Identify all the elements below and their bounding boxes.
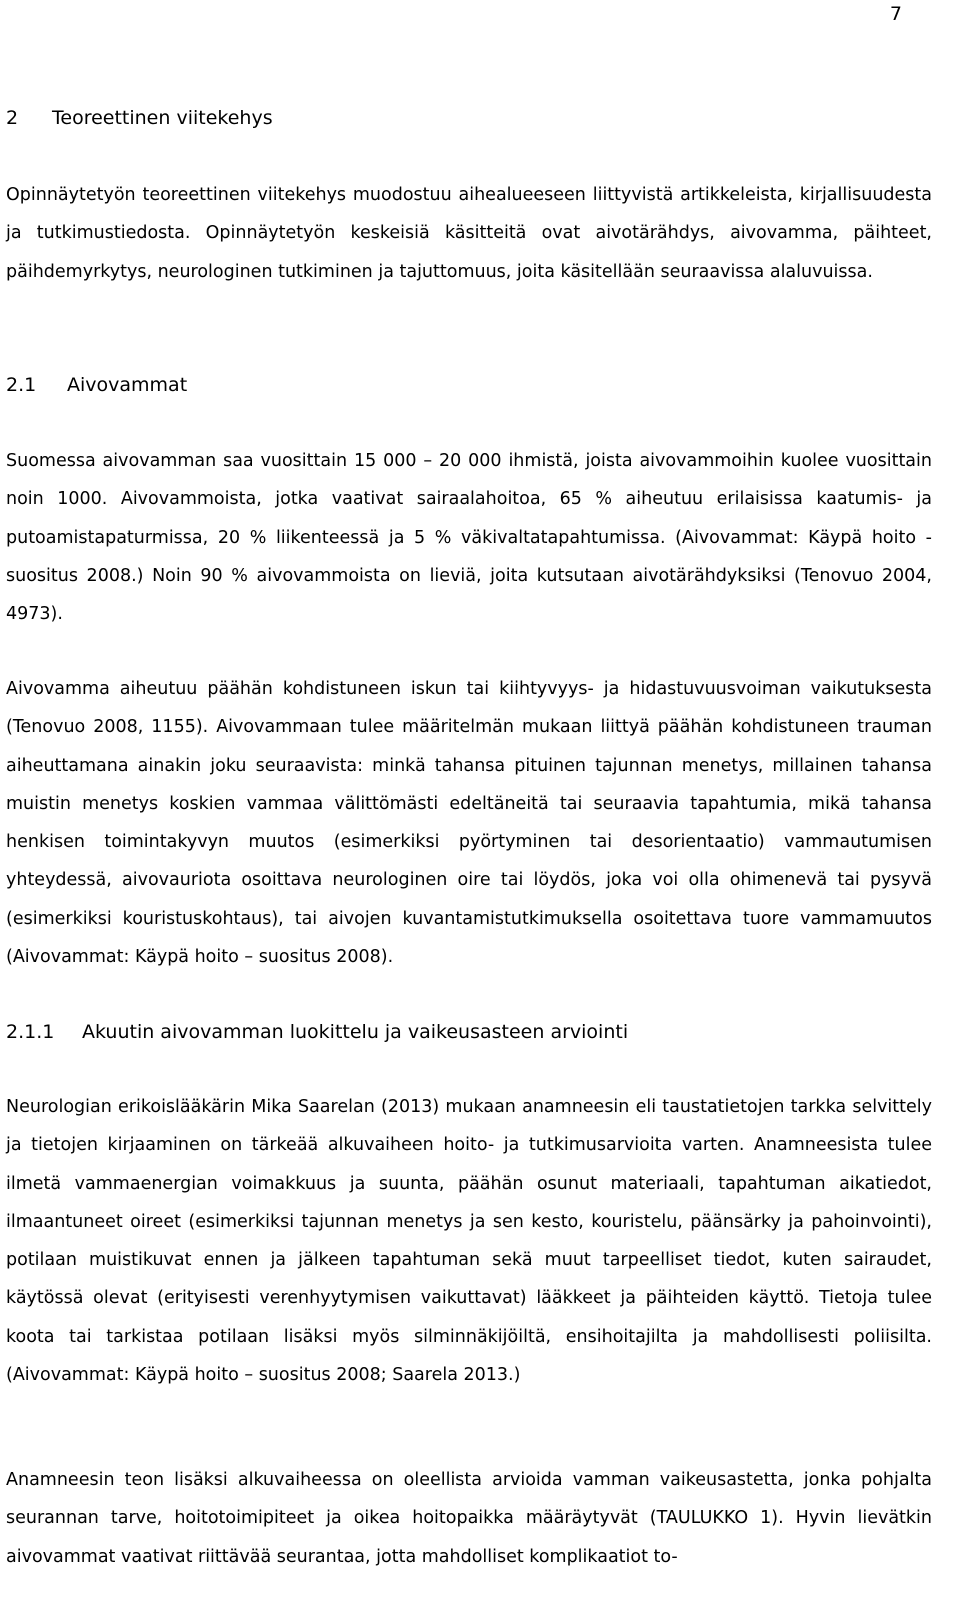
paragraph-intro: Opinnäytetyön teoreettinen viitekehys muodostuu aihealueeseen liittyvistä artikkeleista, kirjallisuudesta ja tutkimustiedosta. Opinnäytetyön keskeisiä käsitteitä ovat aivotärähdys, aivovamma, päihteet, päihdemyrkytys, neurologinen tutkiminen ja tajuttomuus, joita käsitellään seuraavissa alaluvuissa. (6, 185, 932, 282)
page-number: 7 (889, 3, 902, 25)
section-heading-2-1-1 (6, 1020, 628, 1044)
section-title: Akuutin aivovamman luokittelu ja vaikeusasteen arviointi (82, 1021, 629, 1043)
paragraph-statistics: Suomessa aivovamman saa vuosittain 15 000 – 20 000 ihmistä, joista aivovammoihin kuolee vuosittain noin 1000. Aivovammoista, jotka vaativat sairaalahoitoa, 65 % aiheutuu erilaisissa kaatumis- ja putoamistapaturmissa, 20 % liikenteessä ja 5 % väkivaltatapahtumissa. (Aivovammat: Käypä hoito -suositus 2008.) Noin 90 % aivovammoista on lieviä, joita kutsutaan aivotärähdyksiksi (Tenovuo 2004, 4973). (6, 451, 932, 625)
paragraph-anamnesis: Neurologian erikoislääkärin Mika Saarelan (2013) mukaan anamneesin eli taustatietojen tarkka selvittely ja tietojen kirjaaminen on tärkeää alkuvaiheen hoito- ja tutkimusarvioita varten. Anamneesista tulee ilmetä vammaenergian voimakkuus ja suunta, päähän osunut materiaali, tapahtuman aikatiedot, ilmaantuneet oireet (esimerkiksi tajunnan menetys ja sen kesto, kouristelu, päänsärky ja pahoinvointi), potilaan muistikuvat ennen ja jälkeen tapahtuman sekä muut tarpeelliset tiedot, kuten sairaudet, käytössä olevat (erityisesti verenhyytymisen vaikuttavat) lääkkeet ja päihteiden käyttö. Tietoja tulee koota tai tarkistaa potilaan lisäksi myös silminnäkijöiltä, ensihoitajilta ja mahdollisesti poliisilta. (Aivovammat: Käypä hoito – suositus 2008; Saarela 2013.) (6, 1097, 932, 1386)
section-number: 2 (6, 107, 19, 129)
section-number: 2.1.1 (6, 1021, 55, 1043)
paragraph-definition: Aivovamma aiheutuu päähän kohdistuneen iskun tai kiihtyvyys- ja hidastuvuusvoiman vaikutuksesta (Tenovuo 2008, 1155). Aivovammaan tulee määritelmän mukaan liittyä päähän kohdistuneen trauman aiheuttamana ainakin joku seuraavista: minkä tahansa pituinen tajunnan menetys, millainen tahansa muistin menetys koskien vammaa välittömästi edeltäneitä tai seuraavia tapahtumia, mikä tahansa henkisen toimintakyvyn muutos (esimerkiksi pyörtyminen tai desorientaatio) vammautumisen yhteydessä, aivovauriota osoittava neurologinen oire tai löydös, joka voi olla ohimenevä tai pysyvä (esimerkiksi kouristuskohtaus), tai aivojen kuvantamistutkimuksella osoitettava tuore vammamuutos (Aivovammat: Käypä hoito – suositus 2008). (6, 679, 932, 968)
section-heading-2-1 (6, 373, 187, 397)
section-heading-2 (6, 106, 273, 130)
paragraph-severity: Anamneesin teon lisäksi alkuvaiheessa on oleellista arvioida vamman vaikeusastetta, jonka pohjalta seurannan tarve, hoitotoimipiteet ja oikea hoitopaikka määräytyvät (TAULUKKO 1). Hyvin lievätkin aivovammat vaativat riittävää seurantaa, jotta mahdolliset komplikaatiot to- (6, 1470, 932, 1567)
section-title: Teoreettinen viitekehys (52, 107, 273, 129)
section-number: 2.1 (6, 374, 37, 396)
section-title: Aivovammat (67, 374, 188, 396)
